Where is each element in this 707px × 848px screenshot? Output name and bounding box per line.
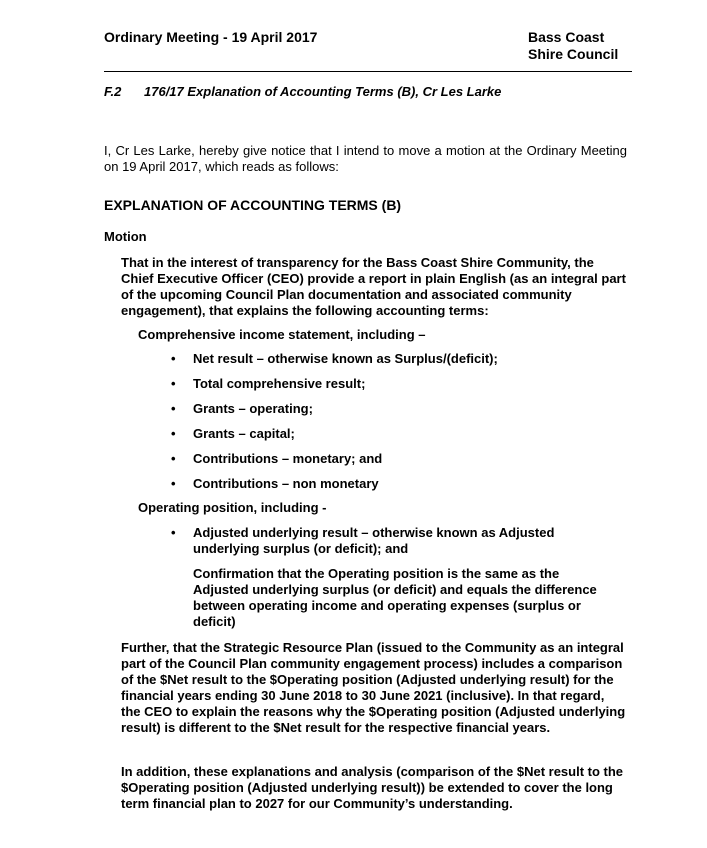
section-heading: EXPLANATION OF ACCOUNTING TERMS (B): [104, 197, 402, 213]
bullet-icon: •: [171, 376, 176, 391]
bullet-icon: •: [171, 476, 176, 491]
bullet-icon: •: [171, 426, 176, 441]
meeting-header: Ordinary Meeting - 19 April 2017: [104, 29, 318, 45]
list-item: Grants – capital;: [193, 426, 295, 441]
bullet-icon: •: [171, 525, 176, 540]
agenda-item-text: 176/17 Explanation of Accounting Terms (B), Cr Les Larke: [144, 84, 502, 99]
council-name-line2: Shire Council: [528, 46, 619, 62]
agenda-item-number: F.2: [104, 84, 122, 99]
council-name-line1: Bass Coast: [528, 29, 605, 45]
bullet-icon: •: [171, 451, 176, 466]
bullet-icon: •: [171, 351, 176, 366]
bullet-icon: •: [171, 401, 176, 416]
list-item: Adjusted underlying result – otherwise known as Adjusted underlying surplus (or deficit); and: [193, 525, 555, 556]
comprehensive-income-label: Comprehensive income statement, including –: [138, 327, 426, 342]
agenda-item-title: [104, 84, 501, 99]
operating-position-label: Operating position, including -: [138, 500, 327, 515]
council-name: [528, 29, 618, 63]
list-item: Grants – operating;: [193, 401, 313, 416]
motion-paragraph: That in the interest of transparency for the Bass Coast Shire Community, the Chief Executive Officer (CEO) provide a report in plain English (as an integral part of the upcoming Council Plan documentation and associated community engagement), that explains the following accounting terms:: [121, 255, 626, 318]
list-item: Net result – otherwise known as Surplus/(deficit);: [193, 351, 498, 366]
list-item: Total comprehensive result;: [193, 376, 366, 391]
motion-label: Motion: [104, 229, 147, 244]
addition-paragraph: In addition, these explanations and analysis (comparison of the $Net result to the $Operating position (Adjusted underlying result)) be extended to cover the long term financial plan to 2027 for our Community’s understanding.: [121, 764, 624, 811]
list-item: Contributions – monetary; and: [193, 451, 383, 466]
further-paragraph: Further, that the Strategic Resource Plan (issued to the Community as an integral part of the Council Plan community engagement process) includes a comparison of the $Net result to the $Operating position (Adjusted underlying result) for the financial years ending 30 June 2018 to 30 June 2021 (inclusive). In that regard, the CEO to explain the reasons why the $Operating position (Adjusted underlying result) is different to the $Net result for the respective financial years.: [121, 640, 626, 735]
intro-paragraph: I, Cr Les Larke, hereby give notice that I intend to move a motion at the Ordinary Meeting on 19 April 2017, which reads as follows:: [104, 143, 627, 174]
list-item: Contributions – non monetary: [193, 476, 379, 491]
confirmation-paragraph: Confirmation that the Operating position is the same as the Adjusted underlying surplus (or deficit) and equals the difference between operating income and operating expenses (surplus or deficit): [193, 566, 597, 629]
header-divider: [104, 71, 632, 72]
